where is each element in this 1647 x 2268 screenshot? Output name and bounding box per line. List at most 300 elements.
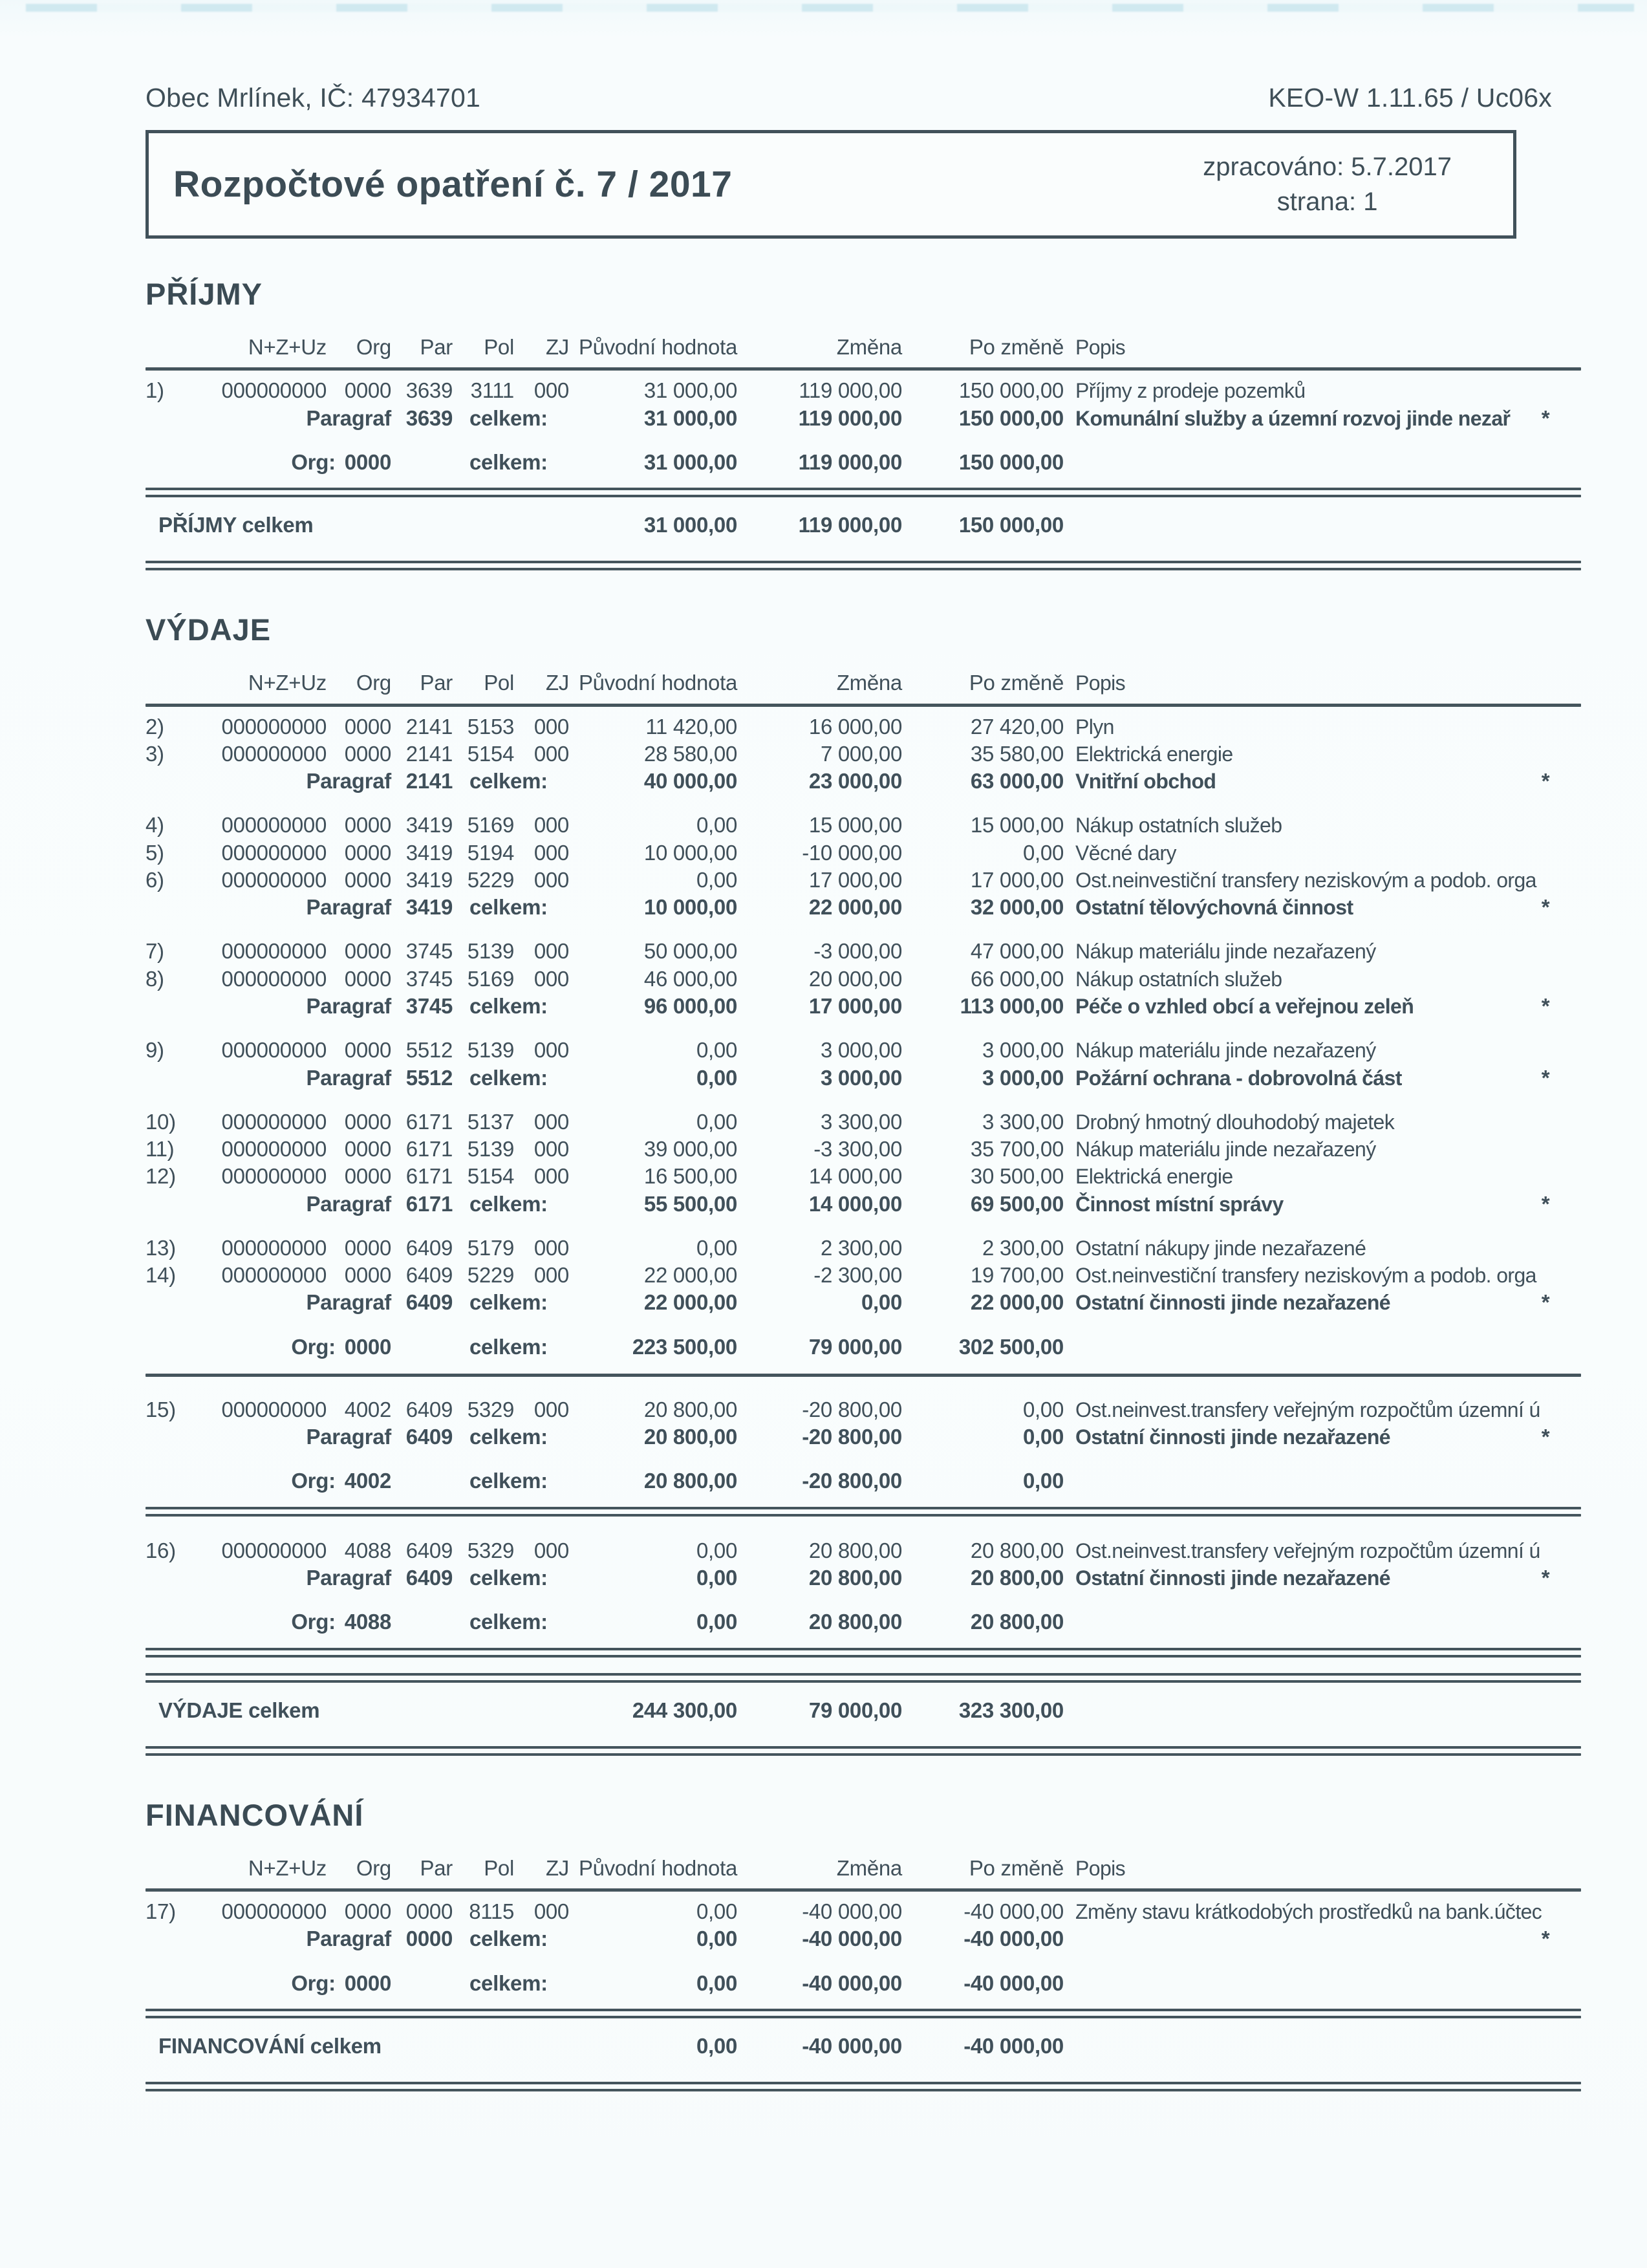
cell-zj: 000 [533, 714, 569, 739]
amount-pozmene: 150 000,00 [958, 449, 1064, 474]
celkem-label: celkem: [469, 895, 548, 920]
celkem-label: celkem: [469, 1065, 548, 1090]
cell-puvodni: 0,00 [696, 1235, 737, 1260]
column-header: Popis [1075, 336, 1126, 359]
cell-org: 4002 [344, 1397, 391, 1421]
cell-par: 6409 [405, 1263, 453, 1288]
column-header-row [145, 647, 1581, 702]
star-cell [1510, 839, 1581, 867]
financovani-table [145, 1833, 1581, 2095]
cell-org: 0000 [344, 840, 391, 865]
rule-row [145, 1887, 1581, 1898]
cell-zj: 000 [533, 840, 569, 865]
rule-row [145, 549, 1581, 574]
amount-zmena: 20 800,00 [808, 1565, 902, 1590]
amount-puvodni: 31 000,00 [643, 449, 737, 474]
entry-row [145, 1163, 1581, 1190]
star-cell [1510, 1136, 1581, 1163]
cell-par: 6171 [405, 1164, 453, 1189]
celkem-label: celkem: [469, 1469, 548, 1493]
cell-puvodni: 0,00 [696, 1038, 737, 1063]
amount-pozmene: 20 800,00 [970, 1565, 1064, 1590]
cell-popis: Drobný hmotný dlouhodobý majetek [1075, 1110, 1395, 1134]
cell-par: 6171 [405, 1137, 453, 1161]
empty-cell [1510, 1592, 1581, 1636]
empty-cell [391, 432, 453, 476]
paragraf-number: 3639 [405, 405, 453, 430]
section-total-row [145, 1687, 1581, 1734]
cell-pol: 5139 [467, 1038, 514, 1063]
paragraf-number: 6409 [405, 1425, 453, 1449]
empty-cell [1510, 1687, 1581, 1734]
cell-zmena: 7 000,00 [820, 741, 902, 766]
star-cell [1510, 377, 1581, 404]
cell-pozmene: 47 000,00 [970, 939, 1064, 964]
scan-artifact-band [26, 4, 1634, 12]
cell-num: 2) [145, 714, 164, 739]
cell-puvodni: 20 800,00 [643, 1397, 737, 1421]
column-header: Par [420, 1855, 453, 1880]
cell-zmena: 14 000,00 [808, 1164, 902, 1189]
cell-popis: Nákup materiálu jinde nezařazený [1075, 1039, 1376, 1063]
org-label: Org: [291, 1469, 336, 1493]
empty-cell [1064, 501, 1510, 549]
paragraf-number: 3419 [405, 895, 453, 920]
cell-zmena: -3 300,00 [813, 1137, 902, 1161]
cell-num: 13) [145, 1235, 176, 1260]
paragraf-number: 6409 [405, 1565, 453, 1590]
cell-nzuz: 000000000 [221, 1038, 327, 1063]
amount-pozmene: 63 000,00 [970, 769, 1064, 794]
cell-pol: 3111 [470, 378, 514, 403]
star-cell: * [1541, 1927, 1550, 1951]
paragraf-name: Komunální služby a územní rozvoj jinde nezař [1075, 406, 1511, 430]
cell-pol: 5154 [467, 1164, 514, 1189]
column-header: Org [356, 671, 391, 695]
star-cell [1510, 1218, 1581, 1262]
cell-pol: 5169 [467, 813, 514, 837]
cell-pozmene: 19 700,00 [970, 1263, 1064, 1288]
title-box [145, 130, 1516, 239]
amount-pozmene: 113 000,00 [960, 993, 1064, 1018]
amount-puvodni: 0,00 [696, 1065, 737, 1090]
celkem-label: celkem: [469, 1290, 548, 1315]
cell-popis: Nákup materiálu jinde nezařazený [1075, 940, 1376, 964]
amount-zmena: 119 000,00 [798, 513, 902, 537]
column-header-row [145, 1833, 1581, 1887]
amount-zmena: 0,00 [861, 1290, 902, 1315]
cell-nzuz: 000000000 [221, 939, 327, 964]
amount-zmena: 119 000,00 [798, 449, 902, 474]
amount-zmena: 17 000,00 [808, 993, 902, 1018]
rule-cell [145, 1661, 1581, 1687]
star-cell: * [1541, 405, 1550, 430]
cell-org: 0000 [344, 1235, 391, 1260]
amount-zmena: 20 800,00 [808, 1610, 902, 1634]
cell-par: 3745 [405, 966, 453, 991]
column-header-empty [145, 1833, 213, 1887]
empty-cell [1064, 1592, 1510, 1636]
rule-row [145, 366, 1581, 377]
section-vydaje [145, 612, 1581, 1759]
cell-nzuz: 000000000 [221, 867, 327, 892]
cell-puvodni: 46 000,00 [643, 966, 737, 991]
cell-zj: 000 [533, 1397, 569, 1421]
cell-zmena: -10 000,00 [802, 840, 902, 865]
cell-nzuz: 000000000 [221, 1137, 327, 1161]
org-total-row [145, 1451, 1581, 1495]
empty-cell [1510, 2022, 1581, 2070]
amount-pozmene: 22 000,00 [970, 1290, 1064, 1315]
amount-pozmene: -40 000,00 [963, 1971, 1064, 1995]
paragraf-total-row [145, 1564, 1581, 1592]
cell-pol: 5154 [467, 741, 514, 766]
section-total-row [145, 2022, 1581, 2070]
section-total-row [145, 501, 1581, 549]
org-number: 0000 [344, 449, 391, 474]
page-number: strana: 1 [1276, 188, 1378, 216]
amount-zmena: 79 000,00 [808, 1698, 902, 1722]
star-cell [1510, 1163, 1581, 1190]
paragraf-total-row [145, 993, 1581, 1020]
star-cell: * [1541, 895, 1550, 920]
cell-num: 6) [145, 867, 164, 892]
amount-puvodni: 0,00 [696, 1971, 737, 1995]
amount-zmena: 22 000,00 [808, 895, 902, 920]
cell-pol: 5229 [467, 1263, 514, 1288]
cell-puvodni: 0,00 [696, 1109, 737, 1134]
star-cell: * [1541, 993, 1550, 1018]
cell-nzuz: 000000000 [221, 966, 327, 991]
rule-row [145, 1495, 1581, 1520]
star-cell: * [1541, 1065, 1550, 1090]
cell-par: 6409 [405, 1538, 453, 1562]
cell-puvodni: 10 000,00 [643, 840, 737, 865]
amount-zmena: -40 000,00 [802, 2033, 902, 2058]
org-total-row [145, 432, 1581, 476]
cell-num: 9) [145, 1038, 164, 1063]
column-header: Změna [836, 671, 902, 695]
amount-puvodni: 0,00 [696, 1927, 737, 1951]
paragraf-label: Paragraf [306, 769, 391, 794]
cell-pozmene: 0,00 [1022, 840, 1064, 865]
amount-pozmene: 69 500,00 [970, 1191, 1064, 1216]
paragraf-number: 3745 [405, 993, 453, 1018]
cell-popis: Nákup materiálu jinde nezařazený [1075, 1138, 1376, 1161]
cell-org: 0000 [344, 939, 391, 964]
paragraf-number: 0000 [405, 1927, 453, 1951]
cell-num: 3) [145, 741, 164, 766]
amount-puvodni: 31 000,00 [643, 513, 737, 537]
empty-cell [1064, 1687, 1510, 1734]
cell-puvodni: 0,00 [696, 1538, 737, 1562]
amount-pozmene: 302 500,00 [958, 1334, 1064, 1359]
cell-popis: Elektrická energie [1075, 1165, 1233, 1189]
cell-zj: 000 [533, 1164, 569, 1189]
star-cell: * [1541, 1290, 1550, 1315]
cell-pozmene: 150 000,00 [958, 378, 1064, 403]
cell-pozmene: 15 000,00 [970, 813, 1064, 837]
paragraf-total-row [145, 1191, 1581, 1218]
cell-pol: 5229 [467, 867, 514, 892]
celkem-label: celkem: [469, 449, 548, 474]
empty-cell [1510, 1451, 1581, 1495]
amount-puvodni: 20 800,00 [643, 1425, 737, 1449]
org-number: 4088 [344, 1610, 391, 1634]
cell-popis: Nákup ostatních služeb [1075, 967, 1282, 991]
entry-row [145, 1520, 1581, 1564]
paragraf-name: Činnost místní správy [1075, 1192, 1284, 1216]
amount-pozmene: 150 000,00 [958, 513, 1064, 537]
cell-nzuz: 000000000 [221, 1263, 327, 1288]
amount-puvodni: 22 000,00 [643, 1290, 737, 1315]
rule-cell [145, 1887, 1581, 1898]
cell-puvodni: 28 580,00 [643, 741, 737, 766]
celkem-label: celkem: [469, 1610, 548, 1634]
paragraf-label: Paragraf [306, 895, 391, 920]
cell-puvodni: 11 420,00 [645, 714, 737, 739]
column-header: ZJ [545, 671, 569, 695]
entry-row [145, 839, 1581, 867]
empty-cell [391, 1451, 453, 1495]
cell-pozmene: 3 000,00 [982, 1038, 1064, 1063]
column-header: Par [420, 671, 453, 695]
amount-puvodni: 31 000,00 [643, 405, 737, 430]
entry-row [145, 1898, 1581, 1925]
empty-cell [1064, 432, 1510, 476]
column-header-row [145, 312, 1581, 366]
org-number: 0000 [344, 1334, 391, 1359]
software-version: KEO-W 1.11.65 / Uc06x [1268, 83, 1552, 113]
cell-pozmene: -40 000,00 [963, 1899, 1064, 1924]
cell-pozmene: 35 700,00 [970, 1137, 1064, 1161]
cell-nzuz: 000000000 [221, 1235, 327, 1260]
entry-row [145, 966, 1581, 993]
star-cell [1510, 795, 1581, 839]
cell-num: 14) [145, 1263, 176, 1288]
organization-id: Obec Mrlínek, IČ: 47934701 [145, 83, 480, 113]
amount-pozmene: 0,00 [1022, 1469, 1064, 1493]
section-financovani [145, 1797, 1581, 2095]
paragraf-name: Ostatní tělovýchovná činnost [1075, 896, 1353, 920]
cell-num: 4) [145, 813, 164, 837]
cell-par: 0000 [405, 1899, 453, 1924]
amount-pozmene: 0,00 [1022, 1425, 1064, 1449]
cell-pol: 5139 [467, 939, 514, 964]
paragraf-label: Paragraf [306, 1290, 391, 1315]
cell-popis: Elektrická energie [1075, 742, 1233, 766]
cell-pol: 5194 [467, 840, 514, 865]
star-cell [1510, 966, 1581, 993]
org-label-cell [145, 1953, 391, 1997]
cell-zj: 000 [533, 939, 569, 964]
cell-par: 2141 [405, 714, 453, 739]
rule-row [145, 1636, 1581, 1661]
org-label: Org: [291, 1971, 336, 1995]
processed-date: zpracováno: 5.7.2017 [1203, 153, 1452, 181]
star-cell [1510, 1020, 1581, 1064]
entry-row [145, 1218, 1581, 1262]
cell-zj: 000 [533, 966, 569, 991]
cell-popis: Ost.neinvest.transfery veřejným rozpočtům územní ú [1075, 1539, 1540, 1562]
cell-par: 6409 [405, 1235, 453, 1260]
amount-puvodni: 55 500,00 [643, 1191, 737, 1216]
cell-zj: 000 [533, 867, 569, 892]
star-cell: * [1541, 1191, 1550, 1216]
celkem-label: celkem: [469, 1927, 548, 1951]
cell-pol: 5153 [467, 714, 514, 739]
cell-nzuz: 000000000 [221, 378, 327, 403]
cell-pol: 5137 [467, 1109, 514, 1134]
cell-pozmene: 2 300,00 [982, 1235, 1064, 1260]
amount-pozmene: -40 000,00 [963, 1927, 1064, 1951]
cell-zj: 000 [533, 741, 569, 766]
cell-pozmene: 20 800,00 [970, 1538, 1064, 1562]
cell-num: 12) [145, 1164, 176, 1189]
amount-pozmene: 20 800,00 [970, 1610, 1064, 1634]
cell-num: 11) [145, 1137, 175, 1161]
paragraf-label: Paragraf [306, 405, 391, 430]
amount-puvodni: 0,00 [696, 1565, 737, 1590]
rule-row [145, 1997, 1581, 2022]
paragraf-label: Paragraf [306, 1927, 391, 1951]
cell-zj: 000 [533, 1899, 569, 1924]
celkem-label: celkem: [469, 769, 548, 794]
rule-cell [145, 1734, 1581, 1760]
empty-cell [1064, 2022, 1510, 2070]
paragraf-name: Vnitřní obchod [1075, 770, 1216, 794]
cell-zj: 000 [533, 1235, 569, 1260]
column-header: Popis [1075, 1856, 1126, 1880]
cell-par: 2141 [405, 741, 453, 766]
cell-par: 3419 [405, 840, 453, 865]
cell-pozmene: 0,00 [1022, 1397, 1064, 1421]
cell-zmena: 119 000,00 [799, 378, 902, 403]
cell-popis: Příjmy z prodeje pozemků [1075, 379, 1306, 403]
cell-pozmene: 66 000,00 [970, 966, 1064, 991]
paragraf-total-row [145, 405, 1581, 432]
paragraf-number: 6171 [405, 1191, 453, 1216]
star-cell: * [1541, 1565, 1550, 1590]
cell-org: 0000 [344, 1899, 391, 1924]
amount-zmena: 14 000,00 [808, 1191, 902, 1216]
amount-puvodni: 244 300,00 [632, 1698, 737, 1722]
cell-num: 17) [145, 1899, 176, 1924]
empty-cell [1510, 1317, 1581, 1361]
paragraf-label: Paragraf [306, 1065, 391, 1090]
org-total-row [145, 1592, 1581, 1636]
cell-puvodni: 0,00 [696, 867, 737, 892]
paragraf-label: Paragraf [306, 993, 391, 1018]
cell-org: 0000 [344, 714, 391, 739]
celkem-label: celkem: [469, 1334, 548, 1359]
prijmy-table [145, 312, 1581, 574]
column-header: ZJ [545, 335, 569, 359]
page-title: Rozpočtové opatření č. 7 / 2017 [173, 164, 733, 205]
cell-pozmene: 30 500,00 [970, 1164, 1064, 1189]
cell-pozmene: 35 580,00 [970, 741, 1064, 766]
paragraf-name: Požární ochrana - dobrovolná část [1075, 1066, 1402, 1090]
entry-row [145, 1379, 1581, 1423]
amount-zmena: -20 800,00 [802, 1469, 902, 1493]
cell-zmena: 20 800,00 [808, 1538, 902, 1562]
column-header-empty [145, 647, 213, 702]
paragraf-label: Paragraf [306, 1565, 391, 1590]
entry-row [145, 1136, 1581, 1163]
paragraf-total-row [145, 1289, 1581, 1316]
entry-row [145, 1020, 1581, 1064]
cell-zmena: -20 800,00 [802, 1397, 902, 1421]
cell-zj: 000 [533, 378, 569, 403]
rule-cell [145, 1997, 1581, 2022]
cell-nzuz: 000000000 [221, 840, 327, 865]
star-cell [1510, 713, 1581, 740]
empty-cell [1510, 501, 1581, 549]
column-header: Pol [484, 671, 514, 695]
org-label-cell [145, 432, 391, 476]
star-cell: * [1541, 1425, 1550, 1449]
org-total-row [145, 1953, 1581, 1997]
paragraf-total-row [145, 1423, 1581, 1451]
empty-cell [1064, 1953, 1510, 1997]
cell-zj: 000 [533, 1538, 569, 1562]
paragraf-total-row [145, 1925, 1581, 1952]
section-total-label: PŘÍJMY celkem [158, 513, 314, 537]
amount-puvodni: 0,00 [696, 2033, 737, 2058]
column-header: Org [356, 335, 391, 359]
cell-nzuz: 000000000 [221, 1899, 327, 1924]
cell-puvodni: 31 000,00 [643, 378, 737, 403]
cell-org: 0000 [344, 741, 391, 766]
amount-zmena: 23 000,00 [808, 769, 902, 794]
rule-cell [145, 549, 1581, 574]
amount-puvodni: 40 000,00 [643, 769, 737, 794]
cell-par: 3745 [405, 939, 453, 964]
title-meta [1203, 149, 1513, 219]
rule-row [145, 1361, 1581, 1379]
empty-cell [391, 1953, 453, 1997]
cell-num: 10) [145, 1109, 176, 1134]
cell-puvodni: 22 000,00 [643, 1263, 737, 1288]
cell-par: 3419 [405, 813, 453, 837]
cell-pol: 5329 [467, 1538, 514, 1562]
section-title: VÝDAJE [145, 612, 272, 647]
org-number: 0000 [344, 1971, 391, 1995]
cell-popis: Nákup ostatních služeb [1075, 814, 1282, 837]
column-header: Po změně [969, 671, 1064, 695]
amount-puvodni: 0,00 [696, 1610, 737, 1634]
rule-cell [145, 1636, 1581, 1661]
section-title: FINANCOVÁNÍ [145, 1797, 364, 1832]
entry-row [145, 713, 1581, 740]
cell-par: 6171 [405, 1109, 453, 1134]
cell-pozmene: 27 420,00 [970, 714, 1064, 739]
paragraf-name [1064, 1925, 1510, 1952]
cell-par: 3419 [405, 867, 453, 892]
cell-pol: 5139 [467, 1137, 514, 1161]
section-prijmy [145, 276, 1581, 574]
celkem-label: celkem: [469, 1425, 548, 1449]
vydaje-table [145, 647, 1581, 1759]
column-header: Původní hodnota [578, 671, 737, 695]
empty-cell [391, 1592, 453, 1636]
org-label: Org: [291, 1610, 336, 1634]
cell-pol: 8115 [469, 1899, 514, 1924]
cell-pozmene: 17 000,00 [970, 867, 1064, 892]
column-header-empty [145, 312, 213, 366]
cell-zmena: -40 000,00 [802, 1899, 902, 1924]
amount-pozmene: 323 300,00 [958, 1698, 1064, 1722]
